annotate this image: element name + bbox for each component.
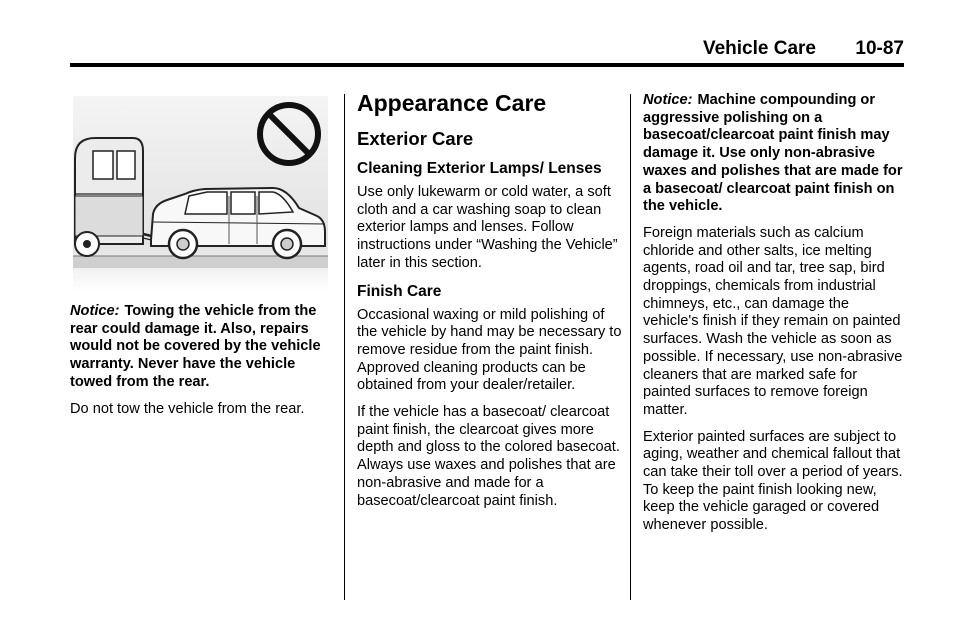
towing-paragraph: Do not tow the vehicle from the rear. (70, 400, 305, 417)
column-divider-1 (344, 94, 345, 600)
header-rule (70, 63, 904, 67)
page-title: Appearance Care (357, 90, 547, 116)
section-title: Vehicle Care (702, 38, 816, 59)
no-towing-illustration (73, 96, 328, 292)
left-column (70, 303, 336, 427)
finish-paragraph-2: If the vehicle has a basecoat/ clearcoat paint finish, the clearcoat gives more depth and gloss to the colored basecoat. Always use waxes and polishes that are non-abrasive and made for a basecoat/clearcoat paint finish. (357, 404, 620, 509)
foreign-materials-paragraph: Foreign materials such as calcium chloride and other salts, ice melting agents, road oil and tar, tree sap, bird droppings, chemicals from industrial chimneys, etc., can damage the vehicle's finish if they remain on painted surfaces. Wash the vehicle as soon as possible. If necessary, use non-abrasive cleaners that are marked safe for painted surfaces to remove foreign matter. (643, 224, 903, 418)
page-header (70, 36, 904, 62)
finish-paragraph-1: Occasional waxing or mild polishing of the vehicle by hand may be necessary to remove residue from the paint finish. Approved cleaning products can be obtained from your dealer/retailer. (357, 306, 622, 394)
right-column (643, 92, 905, 544)
middle-column (357, 90, 623, 519)
page-number: 10-87 (855, 38, 904, 59)
polishing-notice (643, 92, 905, 216)
finish-heading: Finish Care (357, 282, 442, 300)
lamps-paragraph: Use only lukewarm or cold water, a soft cloth and a car washing soap to clean exterior lamps and lenses. Follow instructions under “Washing the Vehicle” later in this section. (357, 184, 618, 271)
column-divider-2 (630, 94, 631, 600)
notice-label: Notice: (70, 303, 120, 319)
towing-notice (70, 303, 336, 392)
aging-paragraph: Exterior painted surfaces are subject to aging, weather and chemical fallout that can take their toll over a period of years. To keep the paint finish looking new, keep the vehicle garaged or covered whenever possible. (643, 428, 903, 534)
lamps-heading: Cleaning Exterior Lamps/ Lenses (357, 160, 602, 177)
section-subtitle: Exterior Care (357, 128, 474, 149)
notice-label: Notice: (643, 92, 693, 108)
notice-text: Towing the vehicle from the rear could damage it. Also, repairs would not be covered by the vehicle warranty. Never have the vehicle towed from the rear. (70, 303, 321, 390)
notice-text: Machine compounding or aggressive polishing on a basecoat/clearcoat paint finish may damage it. Use only non-abrasive waxes and polishes that are made for a basecoat/ clearcoat paint finish on the vehicle. (643, 92, 903, 215)
